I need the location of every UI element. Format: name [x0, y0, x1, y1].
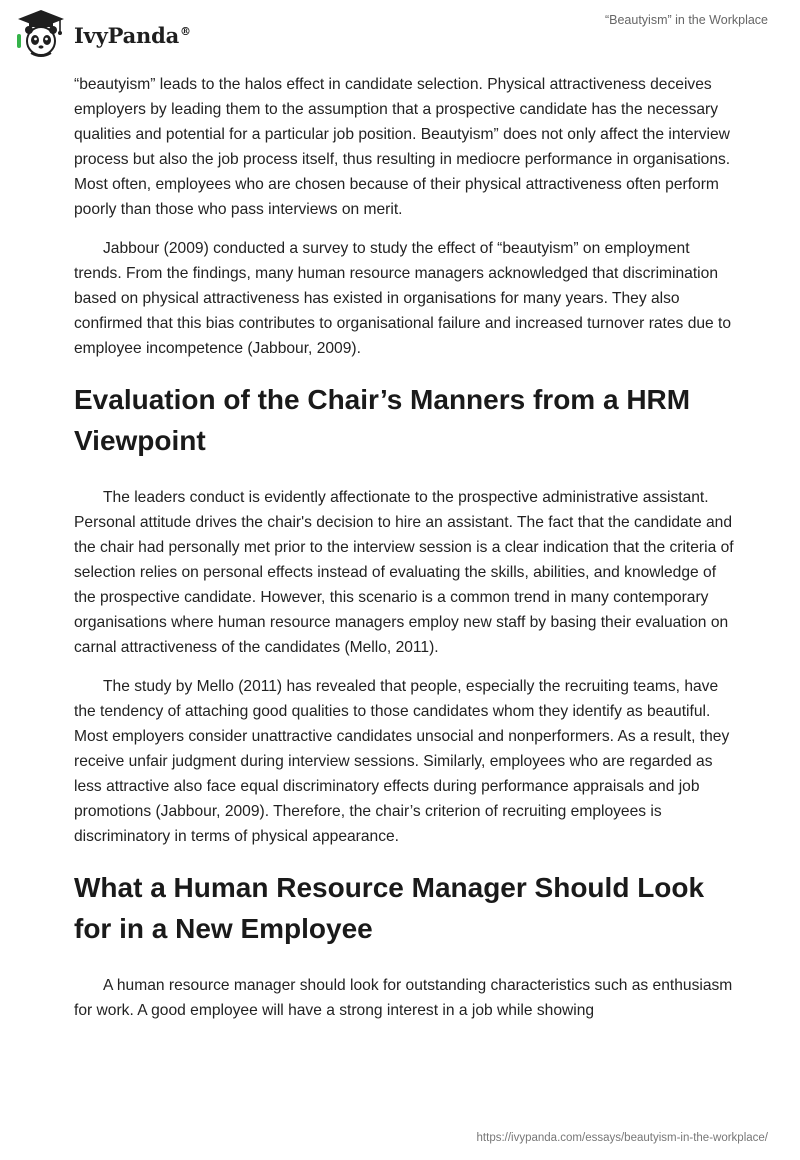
source-url[interactable]: https://ivypanda.com/essays/beautyism-in-the-workplace/ [476, 1132, 768, 1144]
paragraph-5: A human resource manager should look for outstanding characteristics such as enthusiasm for work. A good employee will have a strong interest in a job while showing [74, 977, 733, 1019]
section-heading-chair-evaluation: Evaluation of the Chair’s Manners from a HRM Viewpoint [74, 384, 691, 456]
paragraph-3: The leaders conduct is evidently affectionate to the prospective administrative assistant. Personal attitude drives the chair's decision to hire an assistant. The fact that the candidate and the chair had personally met prior to the interview session is a clear indication that the criteria of selection relies on personal effects instead of evaluating the skills, abilities, and knowledge of the prospective candidate. However, this scenario is a common trend in many contemporary organisations where human resource managers employ new staff by basing their evaluation on carnal attractiveness of the candidates (Mello, 2011). [74, 489, 734, 656]
ivypanda-logo[interactable] [14, 8, 191, 58]
essay-content [74, 72, 734, 1037]
page-header [0, 0, 800, 64]
document-title: “Beautyism” in the Workplace [604, 13, 768, 27]
section-heading-new-employee: What a Human Resource Manager Should Look for in a New Employee [74, 872, 705, 944]
paragraph-4: The study by Mello (2011) has revealed that people, especially the recruiting teams, have the tendency of attaching good qualities to those candidates whom they identify as beautiful. Most employers consider unattractive candidates unsocial and nonperformers. As a result, they receive unfair judgment during interview sessions. Similarly, employees who are regarded as less attractive also face equal discriminatory effects during performance appraisals and job promotions (Jabbour, 2009). Therefore, the chair’s criterion of recruiting employees is discriminatory in terms of physical appearance. [74, 678, 730, 845]
panda-graduate-icon [14, 8, 68, 58]
paragraph-1: “beautyism” leads to the halos effect in candidate selection. Physical attractiveness deceives employers by leading them to the assumption that a prospective candidate has the necessary qualities and potential for a particular job position. Beautyism” does not only affect the interview process but also the job process itself, thus resulting in mediocre performance in organisations. Most often, employees who are chosen because of their physical attractiveness often perform poorly than those who pass interviews on merit. [74, 76, 731, 218]
brand-name: IvyPanda® [74, 22, 191, 48]
paragraph-2: Jabbour (2009) conducted a survey to study the effect of “beautyism” on employment trends. From the findings, many human resource managers acknowledged that discrimination based on physical attractiveness has existed in organisations for many years. They also confirmed that this bias contributes to organisational failure and increased turnover rates due to employee incompetence (Jabbour, 2009). [74, 240, 732, 357]
